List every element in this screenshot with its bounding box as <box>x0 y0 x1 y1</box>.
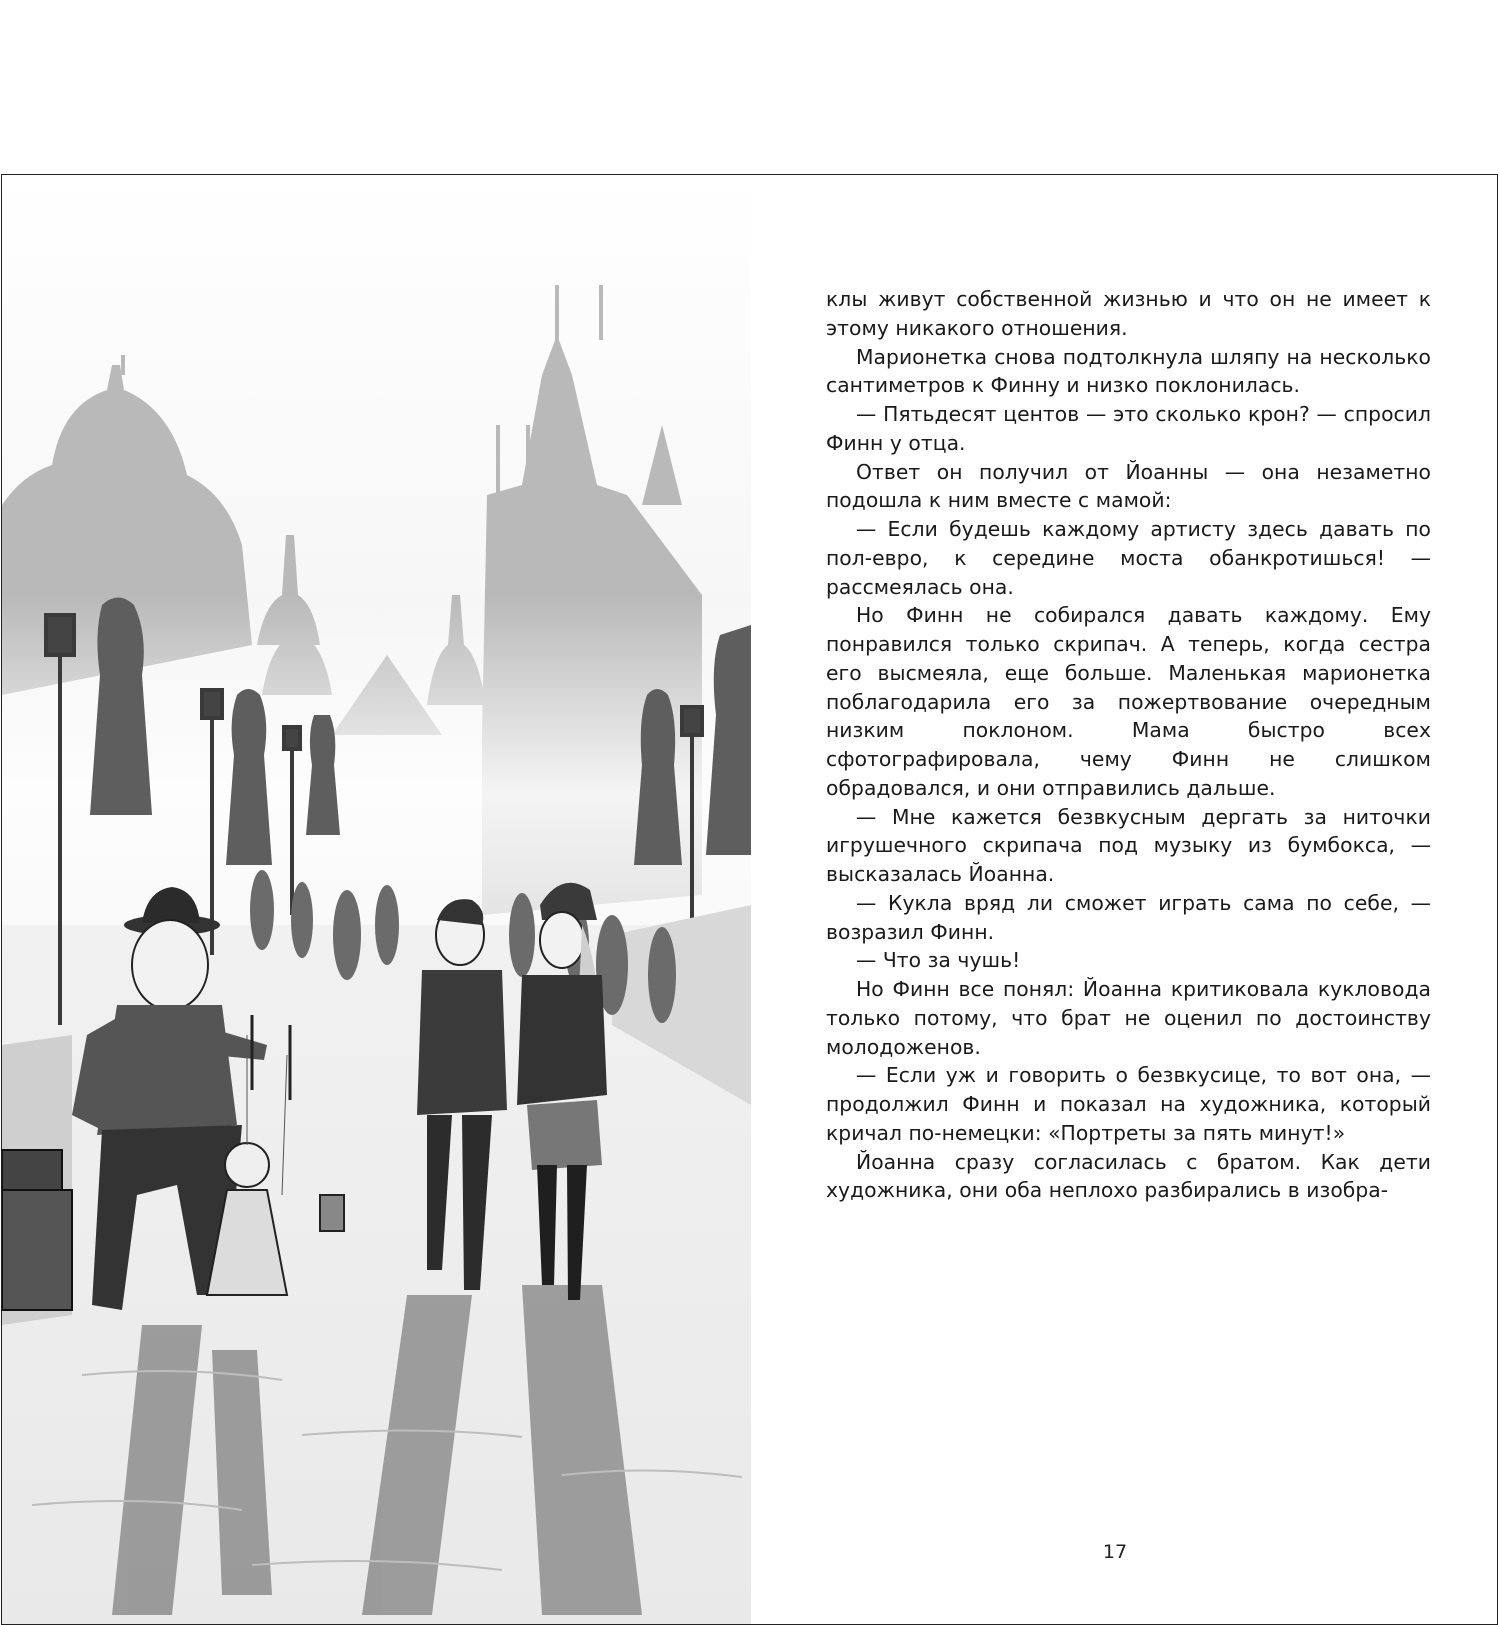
paragraph: клы живут собственной жизнью и что он не имеет к этому никакого отношения. <box>826 287 1431 340</box>
paragraph: — Что за чушь! <box>856 948 1021 973</box>
paragraph: — Если будешь каждому артисту здесь давать по пол-евро, к середине моста обанкротишься! — рассмеялась она. <box>826 517 1431 599</box>
paragraph: — Мне кажется безвкусным дергать за ниточки игрушечного скрипача под музыку из бумбокса, — высказалась Йоанна. <box>826 804 1431 886</box>
paragraph: Марионетка снова подтолкнула шляпу на несколько сантиметров к Финну и низко поклонилась. <box>826 344 1431 398</box>
book-spread <box>1 174 1498 1625</box>
charles-bridge-marionette-illustration <box>2 175 751 1624</box>
paragraph: Ответ он получил от Йоанны — она незаметно подошла к ним вместе с мамой: <box>826 459 1431 513</box>
body-text <box>826 285 1431 1205</box>
text-page <box>751 175 1497 1624</box>
page-number: 17 <box>1102 1541 1128 1563</box>
paragraph: — Пятьдесят центов — это сколько крон? — спросил Финн у отца. <box>826 402 1431 455</box>
paragraph: — Кукла вряд ли сможет играть сама по себе, — возразил Финн. <box>826 890 1431 944</box>
paragraph: Но Финн все понял: Йоанна критиковала кукловода только потому, что брат не оценил по достоинству молодоженов. <box>826 977 1431 1059</box>
paragraph: Йоанна сразу согласилась с братом. Как дети художника, они оба неплохо разбирались в изобра- <box>826 1149 1431 1203</box>
illustration <box>2 175 751 1624</box>
paragraph: — Если уж и говорить о безвкусице, то вот она, — продолжил Финн и показал на художника, который кричал по-немецки: «Портреты за пять минут!» <box>826 1063 1431 1145</box>
paragraph: Но Финн не собирался давать каждому. Ему понравился только скрипач. А теперь, когда сестра его высмеяла, еще больше. Маленькая марионетка поблагодарила его за пожертвование очередным низким поклоном. Мама быстро всех сфотографировала, чему Финн не слишком обрадовался, и они отправились дальше. <box>826 603 1431 800</box>
